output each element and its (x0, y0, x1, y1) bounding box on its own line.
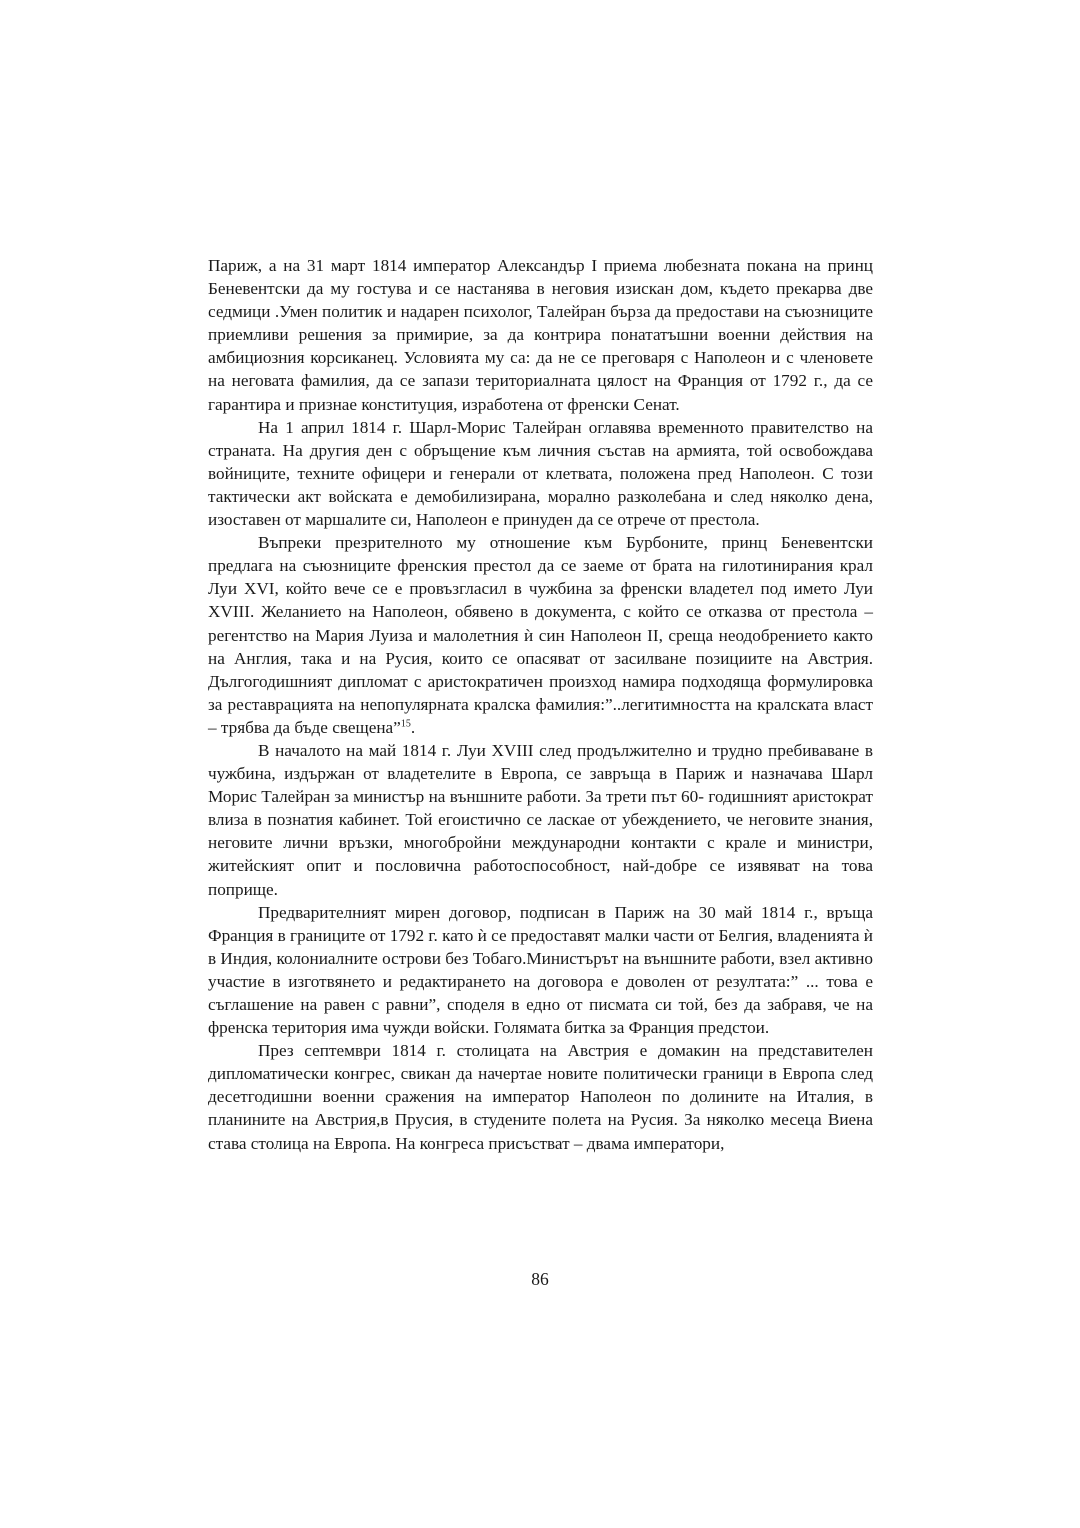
paragraph (208, 531, 873, 739)
footnote-reference: 15 (400, 718, 411, 730)
paragraph-end-punctuation: . (410, 717, 416, 737)
page-number: 86 (531, 1269, 549, 1289)
body-text (208, 254, 873, 1155)
paragraph: Предварителният мирен договор, подписан в Париж на 30 май 1814 г., връща Франция в границите от 1792 г. като ѝ се предоставят малки части от Белгия, владенията ѝ в Индия, колониалните острови без Тобаго.Министърът на външните работи, взел активно участие в изготвянето и редактирането на договора е доволен от резултата:” ... това е съглашение на равен с равни”, споделя в едно от писмата си той, без да забравя, че на френска територия има чужди войски. Голямата битка за Франция предстои. (208, 902, 873, 1038)
paragraph-text: Въпреки презрителното му отношение към Бурбоните, принц Беневентски предлага на съюзниците френския престол да се заеме от брата на гилотинирания крал Луи XVI, който вече се е провъзгласил в чужбина за френски владетел под името Луи XVIII. Желанието на Наполеон, обявено в документа, с който се отказва от престола – регентство на Мария Луиза и малолетния ѝ син Наполеон II, среща неодобрението както на Англия, така и на Русия, които се опасяват от засилване позициите на Австрия. Дългогодишният дипломат с аристократичен произход намира подходяща формулировка за реставрацията на непопулярната кралска фамилия:”..легитимността на кралската власт – трябва да бъде свещена” (208, 533, 873, 737)
paragraph: В началото на май 1814 г. Луи XVIII след продължително и трудно пребиваване в чужбина, издържан от владетелите в Европа, се завръща в Париж и назначава Шарл Морис Талейран за министър на външните работи. За трети път 60- годишният аристократ влиза в познатия кабинет. Той егоистично се ласкае от убеждението, че неговите знания, неговите лични връзки, многобройни международни контакти с крале и министри, житейският опит и пословична работоспособност, най-добре се изявяват на това поприще. (208, 740, 873, 899)
paragraph: На 1 април 1814 г. Шарл-Морис Талейран оглавява временното правителство на страната. На другия ден с обръщение към личния състав на армията, той освобождава войниците, техните офицери и генерали от клетвата, положена пред Наполеон. С този тактически акт войската е демобилизирана, морално разколебана и след няколко дена, изоставен от маршалите си, Наполеон е принуден да се отрече от престола. (208, 417, 873, 530)
paragraph: През септември 1814 г. столицата на Австрия е домакин на представителен дипломатически конгрес, свикан да начертае новите политически граници в Европа след десетгодишни военни сражения на император Наполеон по долините на Италия, в планините на Австрия,в Прусия, в студените полета на Русия. За няколко месеца Виена става столица на Европа. На конгреса присъстват – двама императори, (208, 1041, 873, 1153)
paragraph: Париж, а на 31 март 1814 император Александър I приема любезната покана на принц Беневентски да му гостува и се настанява в неговия изискан дом, където прекарва две седмици .Умен политик и надарен психолог, Талейран бърза да предостави на съюзниците приемливи решения за примирие, за да контрира понататъшни военни действия на амбициозния корсиканец. Условията му са: да не се преговаря с Наполеон и с членовете на неговата фамилия, да се запази териториалната цялост на Франция от 1792 г., да се гарантира и признае конституция, изработена от френски Сенат. (208, 256, 873, 414)
